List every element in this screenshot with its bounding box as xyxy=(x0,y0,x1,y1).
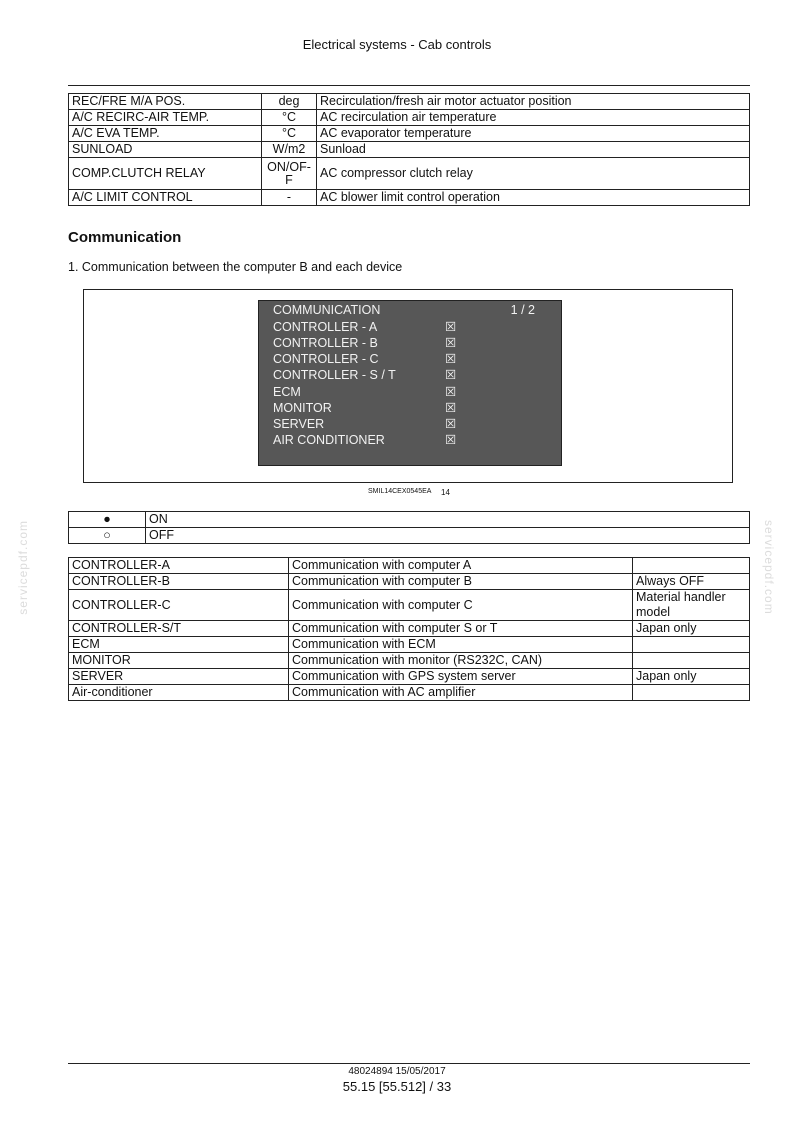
parameter-table xyxy=(68,93,750,206)
device-name: CONTROLLER-A xyxy=(69,558,289,574)
watermark-right: servicepdf.com xyxy=(762,520,776,615)
device-note xyxy=(633,558,750,574)
device-description: Communication with computer S or T xyxy=(289,621,633,637)
param-name: REC/FRE M/A POS. xyxy=(69,94,262,110)
screen-page-indicator: 1 / 2 xyxy=(510,303,535,317)
screen-item-label: AIR CONDITIONER xyxy=(273,433,385,447)
param-description: AC evaporator temperature xyxy=(317,126,750,142)
table-row xyxy=(69,669,750,685)
param-description: AC compressor clutch relay xyxy=(317,158,750,190)
screen-item-label: SERVER xyxy=(273,417,325,431)
table-row xyxy=(69,653,750,669)
device-description: Communication with GPS system server xyxy=(289,669,633,685)
device-note xyxy=(633,637,750,653)
device-description: Communication with computer A xyxy=(289,558,633,574)
footer-document-code: 48024894 15/05/2017 xyxy=(348,1066,446,1077)
table-row xyxy=(69,558,750,574)
device-description: Communication with monitor (RS232C, CAN) xyxy=(289,653,633,669)
param-unit: °C xyxy=(262,126,317,142)
device-note: Material handler model xyxy=(633,590,750,621)
device-note: Always OFF xyxy=(633,574,750,590)
param-name: COMP.CLUTCH RELAY xyxy=(69,158,262,190)
screen-title-row xyxy=(273,302,553,318)
table-row xyxy=(69,637,750,653)
screen-item-label: CONTROLLER - C xyxy=(273,352,379,366)
table-row xyxy=(69,94,750,110)
device-note xyxy=(633,685,750,701)
monitor-screen xyxy=(259,301,561,465)
table-row xyxy=(69,590,750,621)
param-description: AC recirculation air temperature xyxy=(317,110,750,126)
device-name: CONTROLLER-B xyxy=(69,574,289,590)
table-row xyxy=(69,190,750,206)
table-row xyxy=(69,110,750,126)
footer-page-number: 55.15 [55.512] / 33 xyxy=(342,1079,452,1094)
device-name: Air-conditioner xyxy=(69,685,289,701)
device-name: ECM xyxy=(69,637,289,653)
legend-label: OFF xyxy=(146,528,750,544)
watermark-left: servicepdf.com xyxy=(16,520,30,615)
status-box-icon: ☒ xyxy=(445,417,457,431)
section-heading: Communication xyxy=(68,229,182,246)
table-row xyxy=(69,158,750,190)
table-row xyxy=(69,528,750,544)
screen-item xyxy=(273,432,553,448)
off-symbol-icon: ○ xyxy=(69,528,146,544)
legend-table xyxy=(68,511,750,544)
param-name: SUNLOAD xyxy=(69,142,262,158)
status-box-icon: ☒ xyxy=(445,401,457,415)
running-header: Electrical systems - Cab controls xyxy=(302,37,492,52)
table-row xyxy=(69,574,750,590)
communication-table xyxy=(68,557,750,701)
device-description: Communication with AC amplifier xyxy=(289,685,633,701)
screen-item xyxy=(273,384,553,400)
table-row xyxy=(69,512,750,528)
device-description: Communication with computer B xyxy=(289,574,633,590)
on-symbol-icon: ● xyxy=(69,512,146,528)
screen-item-label: ECM xyxy=(273,385,301,399)
device-name: CONTROLLER-C xyxy=(69,590,289,621)
table-row xyxy=(69,142,750,158)
figure-caption: SMIL14CEX0545EA xyxy=(368,488,432,495)
screen-item xyxy=(273,319,553,335)
param-description: Sunload xyxy=(317,142,750,158)
device-description: Communication with computer C xyxy=(289,590,633,621)
param-unit: W/m2 xyxy=(262,142,317,158)
param-unit: ON/OF-F xyxy=(262,158,317,190)
screen-title: COMMUNICATION xyxy=(273,303,381,317)
device-note xyxy=(633,653,750,669)
footer-rule xyxy=(68,1063,750,1064)
status-box-icon: ☒ xyxy=(445,352,457,366)
status-box-icon: ☒ xyxy=(445,433,457,447)
status-box-icon: ☒ xyxy=(445,320,457,334)
param-name: A/C LIMIT CONTROL xyxy=(69,190,262,206)
table-row xyxy=(69,126,750,142)
device-note: Japan only xyxy=(633,669,750,685)
screen-item xyxy=(273,367,553,383)
device-note: Japan only xyxy=(633,621,750,637)
param-unit: °C xyxy=(262,110,317,126)
param-description: AC blower limit control operation xyxy=(317,190,750,206)
device-description: Communication with ECM xyxy=(289,637,633,653)
param-description: Recirculation/fresh air motor actuator position xyxy=(317,94,750,110)
status-box-icon: ☒ xyxy=(445,336,457,350)
screen-item xyxy=(273,351,553,367)
status-box-icon: ☒ xyxy=(445,368,457,382)
device-name: CONTROLLER-S/T xyxy=(69,621,289,637)
param-name: A/C RECIRC-AIR TEMP. xyxy=(69,110,262,126)
figure-number: 14 xyxy=(441,488,450,497)
param-unit: deg xyxy=(262,94,317,110)
header-rule xyxy=(68,85,750,86)
screen-item-label: CONTROLLER - A xyxy=(273,320,378,334)
status-box-icon: ☒ xyxy=(445,385,457,399)
param-name: A/C EVA TEMP. xyxy=(69,126,262,142)
device-name: SERVER xyxy=(69,669,289,685)
table-row xyxy=(69,621,750,637)
device-name: MONITOR xyxy=(69,653,289,669)
screen-item-label: CONTROLLER - S / T xyxy=(273,368,396,382)
screen-item-label: MONITOR xyxy=(273,401,332,415)
legend-label: ON xyxy=(146,512,750,528)
screen-item-label: CONTROLLER - B xyxy=(273,336,378,350)
table-row xyxy=(69,685,750,701)
screen-item xyxy=(273,416,553,432)
screen-item xyxy=(273,400,553,416)
screen-item xyxy=(273,335,553,351)
param-unit: - xyxy=(262,190,317,206)
list-item: 1. Communication between the computer B and each device xyxy=(68,260,403,274)
